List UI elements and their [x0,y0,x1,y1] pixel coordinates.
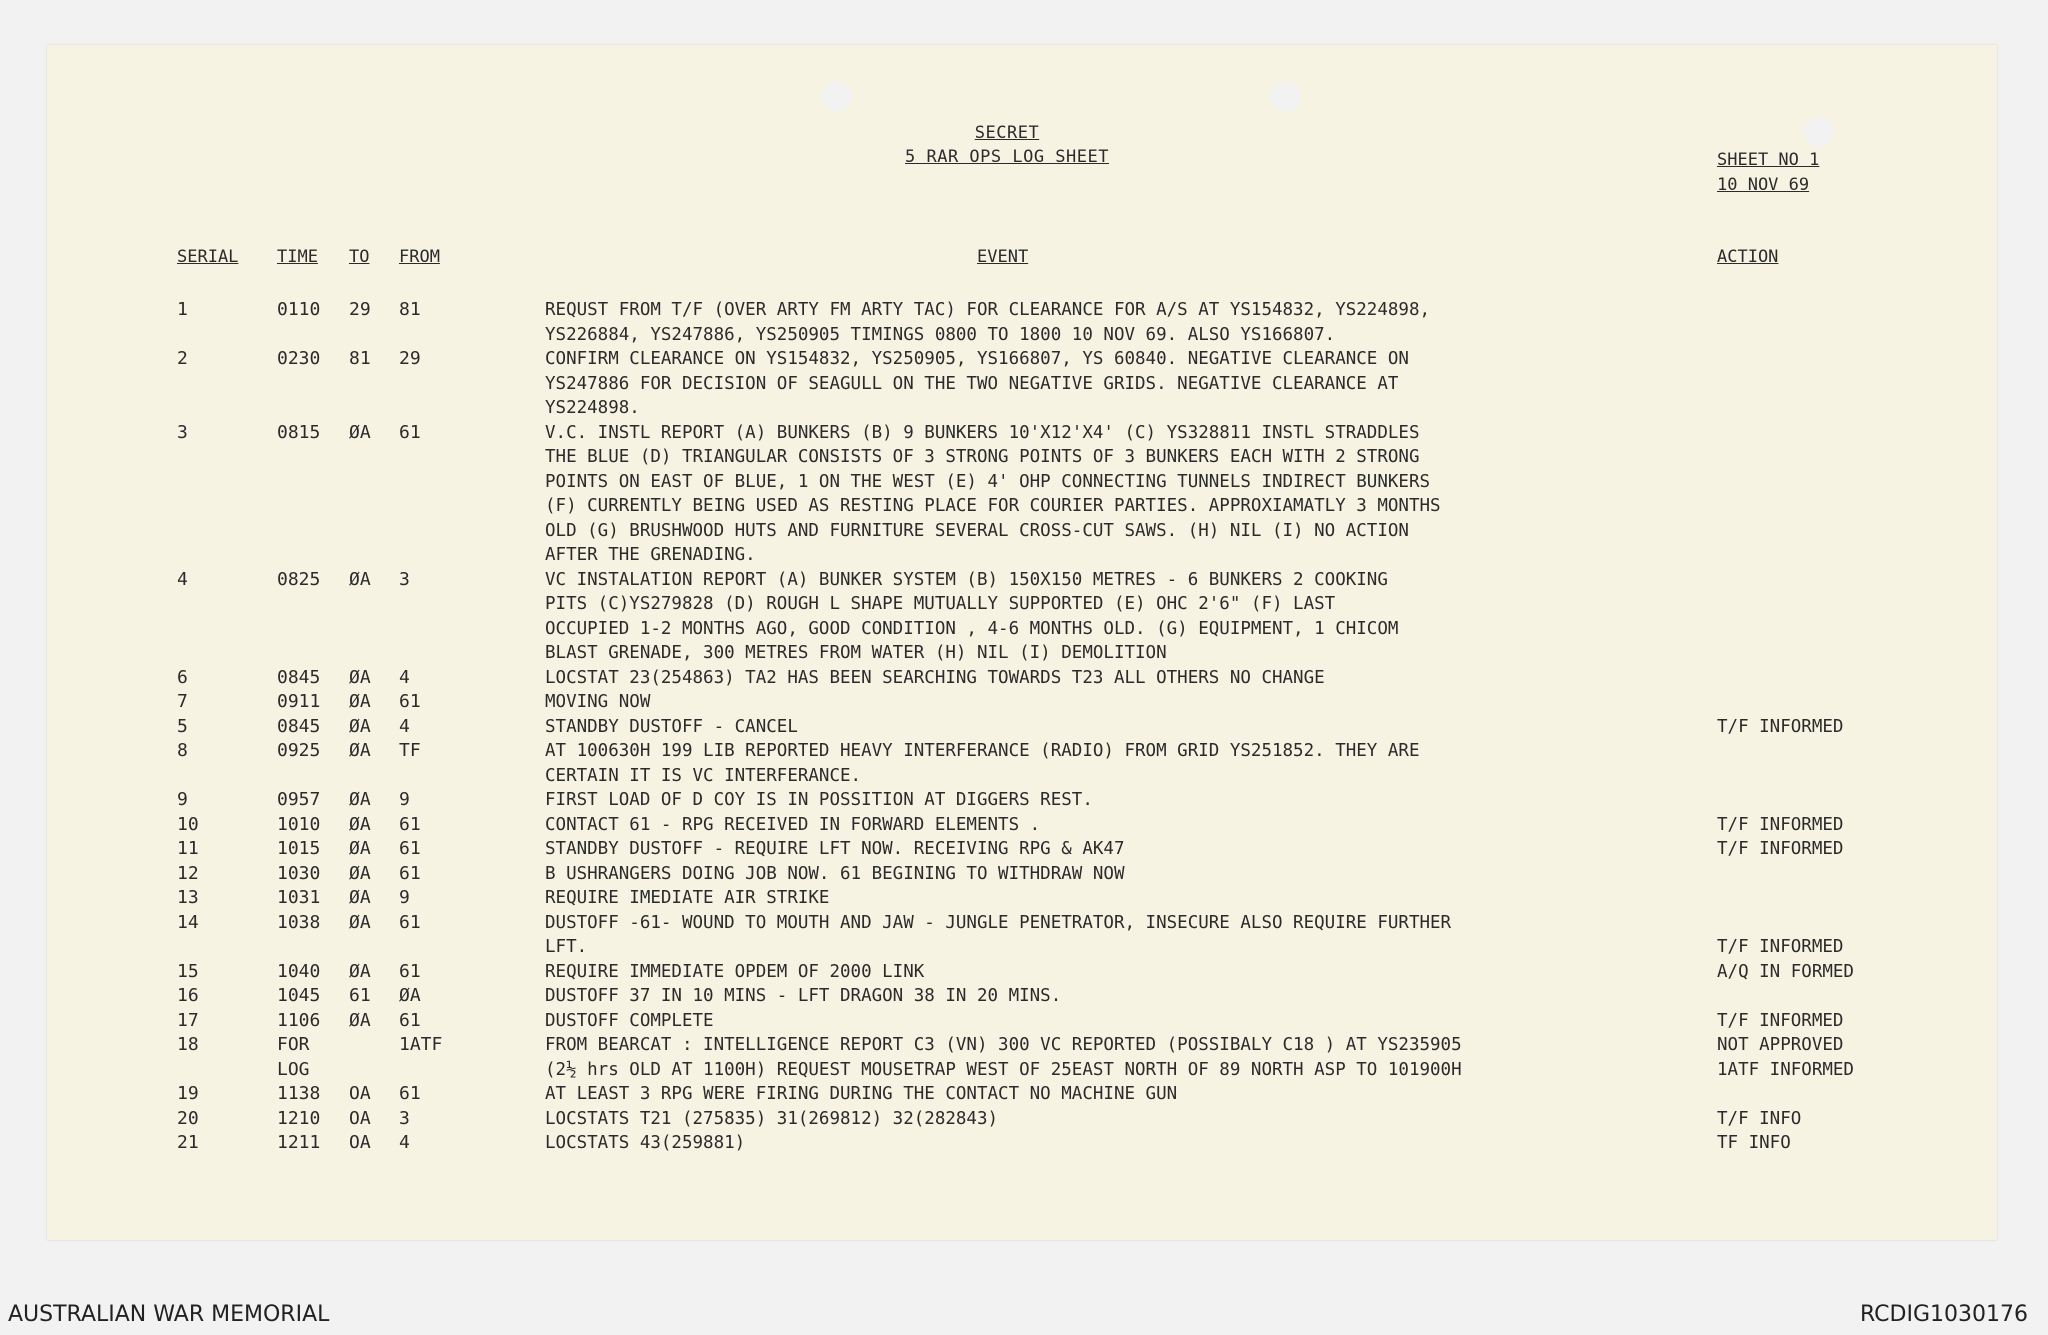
log-row [47,862,1997,887]
row-from: ØA [399,985,421,1006]
column-header-action: ACTION [1717,247,1779,267]
row-time: 0815 [277,421,321,443]
row-to: ØA [349,838,371,859]
row-time: 1045 [277,985,321,1006]
row-action: T/F INFORMED [1717,937,1844,957]
row-serial: 1 [177,299,188,320]
row-to: ØA [349,960,371,982]
row-event: LOCSTAT 23(254863) TA2 HAS BEEN SEARCHING TOWARDS T23 ALL OTHERS NO CHANGE [545,667,1325,688]
row-serial: 7 [177,691,188,712]
row-to: ØA [349,813,371,835]
row-time: 1210 [277,1107,321,1129]
row-serial: 5 [177,715,188,737]
row-time: 0825 [277,568,321,590]
row-action: A/Q IN FORMED [1717,961,1854,982]
row-serial: 8 [177,740,188,761]
row-time: 1211 [277,1132,321,1153]
row-event: REQUST FROM T/F (OVER ARTY FM ARTY TAC) FOR CLEARANCE FOR A/S AT YS154832, YS224898, YS226884, YS247886, YS250905 TIMINGS 0800 TO 1800 10 NOV 69. ALSO YS166807. [545,300,1431,345]
row-from: 3 [399,568,410,590]
row-from: 4 [399,715,410,737]
row-from: 4 [399,666,410,688]
column-header-event: EVENT [977,247,1029,267]
row-event: LOCSTATS T21 (275835) 31(269812) 32(282843) [545,1108,999,1129]
row-time: FOR LOG [277,1034,310,1080]
row-to: ØA [349,789,371,810]
log-row [47,298,1997,347]
row-from: 1ATF [399,1034,443,1055]
row-to: 81 [349,348,371,369]
row-from: 61 [399,911,421,933]
row-event: DUSTOFF COMPLETE [545,1010,714,1031]
log-row [47,1131,1997,1156]
row-action: NOT APPROVED 1ATF INFORMED [1717,1035,1854,1080]
row-time: 1015 [277,838,321,859]
row-to: ØA [349,740,371,761]
row-to: ØA [349,666,371,688]
row-serial: 12 [177,862,199,884]
row-from: 81 [399,299,421,320]
punch-hole [1271,82,1301,112]
row-event: CONFIRM CLEARANCE ON YS154832, YS250905, YS166807, YS 60840. NEGATIVE CLEARANCE ON YS247886 FOR DECISION OF SEAGULL ON THE TWO NEGATIVE GRIDS. NEGATIVE CLEARANCE AT YS224898. [545,349,1409,418]
log-row [47,788,1997,813]
log-row [47,421,1997,568]
log-entries [47,298,1997,1156]
row-serial: 4 [177,568,188,590]
row-time: 0925 [277,740,321,761]
log-row [47,813,1997,838]
row-time: 0911 [277,691,321,712]
row-event: FIRST LOAD OF D COY IS IN POSSITION AT DIGGERS REST. [545,790,1093,810]
row-action: T/F INFO [1717,1108,1802,1129]
row-serial: 17 [177,1009,199,1031]
row-serial: 6 [177,666,188,688]
row-event: LOCSTATS 43(259881) [545,1133,746,1153]
row-serial: 14 [177,911,199,933]
row-action: T/F INFORMED [1717,814,1844,835]
row-from: 61 [399,838,421,859]
footer-credit: AUSTRALIAN WAR MEMORIAL [8,1302,330,1327]
log-row [47,568,1997,666]
row-to: ØA [349,887,371,908]
log-row [47,1082,1997,1107]
row-time: 0845 [277,715,321,737]
footer-record-id: RCDIG1030176 [1859,1302,2028,1327]
row-time: 1106 [277,1009,321,1031]
row-action: T/F INFORMED [1717,839,1844,859]
log-row [47,886,1997,911]
row-serial: 2 [177,348,188,369]
row-from: 61 [399,813,421,835]
row-event: B USHRANGERS DOING JOB NOW. 61 BEGINING TO WITHDRAW NOW [545,863,1125,884]
row-to: ØA [349,1009,371,1031]
log-row [47,666,1997,691]
row-event: REQUIRE IMMEDIATE OPDEM OF 2000 LINK [545,961,925,982]
row-time: 0230 [277,348,321,369]
row-serial: 16 [177,985,199,1006]
row-time: 1031 [277,887,321,908]
row-event: CONTACT 61 - RPG RECEIVED IN FORWARD ELEMENTS . [545,814,1041,835]
row-serial: 11 [177,838,199,859]
log-row [47,690,1997,715]
row-to: ØA [349,911,371,933]
row-event: AT 100630H 199 LIB REPORTED HEAVY INTERFERANCE (RADIO) FROM GRID YS251852. THEY ARE CERTAIN IT IS VC INTERFERANCE. [545,741,1420,786]
row-action: T/F INFORMED [1717,716,1844,737]
row-serial: 10 [177,813,199,835]
log-row [47,739,1997,788]
row-from: 29 [399,348,421,369]
row-serial: 9 [177,789,188,810]
row-event: STANDBY DUSTOFF - CANCEL [545,716,798,737]
row-serial: 20 [177,1107,199,1129]
row-from: 61 [399,1009,421,1031]
row-event: FROM BEARCAT : INTELLIGENCE REPORT C3 (VN) 300 VC REPORTED (POSSIBALY C18 ) AT YS235905 (2½ hrs OLD AT 1100H) REQUEST MOUSETRAP WEST OF 25EAST NORTH OF 89 NORTH ASP TO 101900H [545,1035,1462,1080]
row-to: OA [349,1083,371,1104]
row-time: 1010 [277,813,321,835]
row-serial: 13 [177,887,199,908]
log-row [47,1009,1997,1034]
row-time: 1040 [277,960,321,982]
row-action: TF INFO [1717,1133,1791,1153]
row-to: ØA [349,715,371,737]
column-header-time: TIME [277,247,318,267]
column-header-from: FROM [399,247,440,267]
row-from: 3 [399,1107,410,1129]
row-serial: 21 [177,1132,199,1153]
row-event: STANDBY DUSTOFF - REQUIRE LFT NOW. RECEIVING RPG & AK47 [545,839,1125,859]
row-time: 1038 [277,911,321,933]
log-row [47,1107,1997,1132]
row-to: ØA [349,691,371,712]
classification-heading: SECRET [974,123,1040,143]
row-to: OA [349,1132,371,1153]
punch-hole [822,82,852,112]
row-event: REQUIRE IMEDIATE AIR STRIKE [545,888,830,908]
row-from: 9 [399,887,410,908]
row-to: 29 [349,299,371,320]
row-time: 1138 [277,1083,321,1104]
log-row [47,911,1997,960]
row-event: V.C. INSTL REPORT (A) BUNKERS (B) 9 BUNKERS 10'X12'X4' (C) YS328811 INSTL STRADDLES THE BLUE (D) TRIANGULAR CONSISTS OF 3 STRONG POINTS OF 3 BUNKERS EACH WITH 2 STRONG POINTS ON EAST OF BLUE, 1 ON THE WEST (E) 4' OHP CONNECTING TUNNELS INDIRECT BUNKERS (F) CURRENTLY BEING USED AS RESTING PLACE FOR COURIER PARTIES. APPROXIAMATLY 3 MONTHS OLD (G) BRUSHWOOD HUTS AND FURNITURE SEVERAL CROSS-CUT SAWS. (H) NIL (I) NO ACTION AFTER THE GRENADING. [545,422,1441,565]
row-from: 61 [399,862,421,884]
log-row [47,347,1997,421]
row-event: MOVING NOW [545,692,651,712]
document-title: 5 RAR OPS LOG SHEET [905,147,1109,167]
row-event: DUSTOFF 37 IN 10 MINS - LFT DRAGON 38 IN 20 MINS. [545,986,1062,1006]
row-to: ØA [349,568,371,590]
row-serial: 3 [177,421,188,443]
row-event: DUSTOFF -61- WOUND TO MOUTH AND JAW - JUNGLE PENETRATOR, INSECURE ALSO REQUIRE FURTHER LFT. [545,912,1452,957]
row-from: 61 [399,421,421,443]
row-time: 0957 [277,789,321,810]
log-row [47,984,1997,1009]
row-serial: 15 [177,960,199,982]
row-event: VC INSTALATION REPORT (A) BUNKER SYSTEM (B) 150X150 METRES - 6 BUNKERS 2 COOKING PITS (C)YS279828 (D) ROUGH L SHAPE MUTUALLY SUPPORTED (E) OHC 2'6" (F) LAST OCCUPIED 1-2 MONTHS AGO, GOOD CONDITION , 4-6 MONTHS OLD. (G) EQUIPMENT, 1 CHICOM BLAST GRENADE, 300 METRES FROM WATER (H) NIL (I) DEMOLITION [545,569,1399,663]
row-to: 61 [349,985,371,1006]
sheet-date: 10 NOV 69 [1717,175,1810,195]
row-event: AT LEAST 3 RPG WERE FIRING DURING THE CONTACT NO MACHINE GUN [545,1084,1178,1104]
log-row [47,960,1997,985]
log-sheet-paper [47,45,1997,1240]
row-from: 9 [399,789,410,810]
row-to: OA [349,1107,371,1129]
log-row [47,837,1997,862]
row-time: 0845 [277,666,321,688]
column-header-to: TO [349,247,370,267]
sheet-number: SHEET NO 1 [1717,150,1820,170]
log-row [47,1033,1997,1082]
row-from: 4 [399,1132,410,1153]
log-row [47,715,1997,740]
row-serial: 19 [177,1083,199,1104]
row-time: 1030 [277,862,321,884]
row-from: 61 [399,960,421,982]
row-time: 0110 [277,299,321,320]
row-to: ØA [349,862,371,884]
row-serial: 18 [177,1034,199,1055]
row-from: 61 [399,1083,421,1104]
row-from: TF [399,740,421,761]
column-header-serial: SERIAL [177,247,239,267]
row-to: ØA [349,421,371,443]
row-from: 61 [399,691,421,712]
row-action: T/F INFORMED [1717,1010,1844,1031]
